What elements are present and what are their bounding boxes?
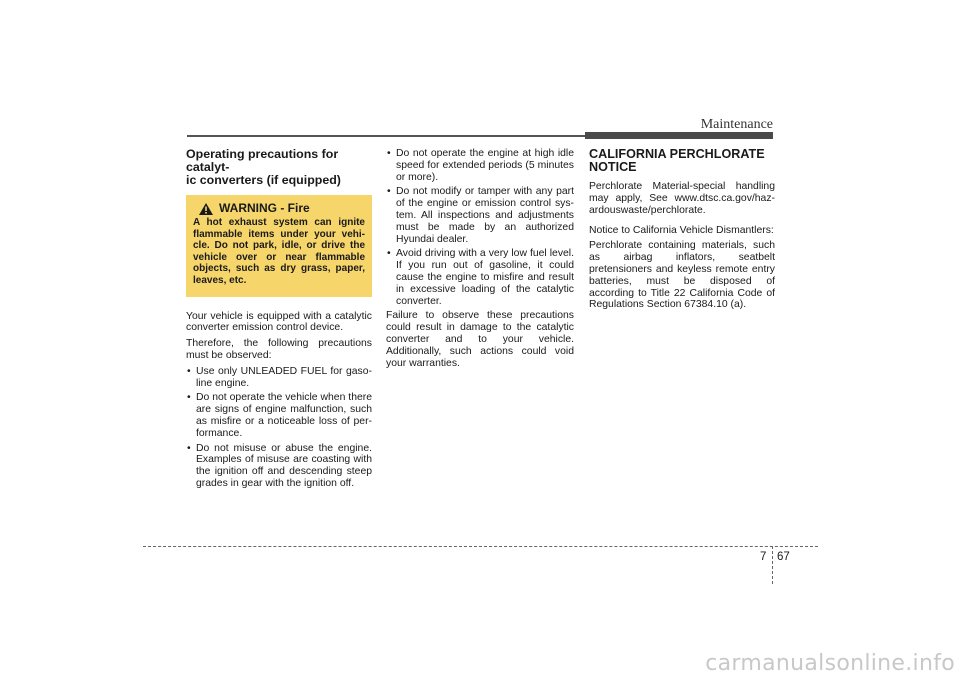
page-number: 67 xyxy=(777,551,790,563)
precautions-paragraph: Therefore, the following precautions must be observed: xyxy=(186,338,372,361)
column-2 xyxy=(386,148,574,373)
warning-text: A hot exhaust system can ignite flammable items under your vehi-cle. Do not park, idle, or drive the vehicle over or near flammable objects, such as dry grass, paper, leaves, etc. xyxy=(193,217,365,286)
perchlorate-disposal-paragraph: Perchlorate containing materials, such as airbag inflators, seatbelt pretensioners and keyless remote entry batteries, must be disposed of according to Title 22 California Code of Regulations Section 67384.10 (a). xyxy=(589,240,775,311)
column-3 xyxy=(589,148,775,315)
perchlorate-heading: CALIFORNIA PERCHLORATE NOTICE xyxy=(589,147,765,174)
chapter-number: 7 xyxy=(760,551,767,563)
catalytic-heading: Operating precautions for catalyt- ic converters (if equipped) xyxy=(186,147,341,187)
warning-icon xyxy=(199,203,213,215)
list-item: • Do not misuse or abuse the engine. Examples of misuse are coasting with the ignition off and descending steep grades in gear with the ignition off. xyxy=(186,443,372,490)
list-item: • Do not operate the engine at high idle speed for extended periods (5 minutes or more). xyxy=(386,148,574,183)
footer-rule xyxy=(143,546,818,547)
column-1 xyxy=(186,148,372,493)
warning-title: WARNING - Fire xyxy=(219,201,310,216)
precautions-list xyxy=(186,366,372,490)
warning-box xyxy=(186,195,372,297)
list-item: • Do not operate the vehicle when there are signs of engine malfunction, such as misfire or a noticeable loss of per-formance. xyxy=(186,392,372,439)
precautions-list-continued xyxy=(386,148,574,307)
section-title: Maintenance xyxy=(700,117,773,132)
intro-paragraph: Your vehicle is equipped with a catalytic converter emission control device. xyxy=(186,310,372,334)
list-item: • Avoid driving with a very low fuel level. If you run out of gasoline, it could cause the engine to misfire and result in excessive loading of the catalytic converter. xyxy=(386,248,574,307)
closing-paragraph: Failure to observe these precautions could result in damage to the catalytic converter and to your vehicle. Additionally, such actions could void your warranties. xyxy=(386,310,574,369)
list-item: • Use only UNLEADED FUEL for gaso-line engine. xyxy=(186,366,372,390)
footer-divider xyxy=(772,546,773,584)
list-item: • Do not modify or tamper with any part of the engine or emission control sys-tem. All inspections and adjustments must be made by an authorized Hyundai dealer. xyxy=(386,186,574,245)
watermark: carmanualsonline.info xyxy=(705,651,955,676)
dismantlers-notice: Notice to California Vehicle Dismantlers: xyxy=(589,224,774,236)
perchlorate-paragraph: Perchlorate Material-special handling may apply, See www.dtsc.ca.gov/haz-ardouswaste/perchlorate. xyxy=(589,181,775,216)
header-rule-bar xyxy=(585,132,773,139)
